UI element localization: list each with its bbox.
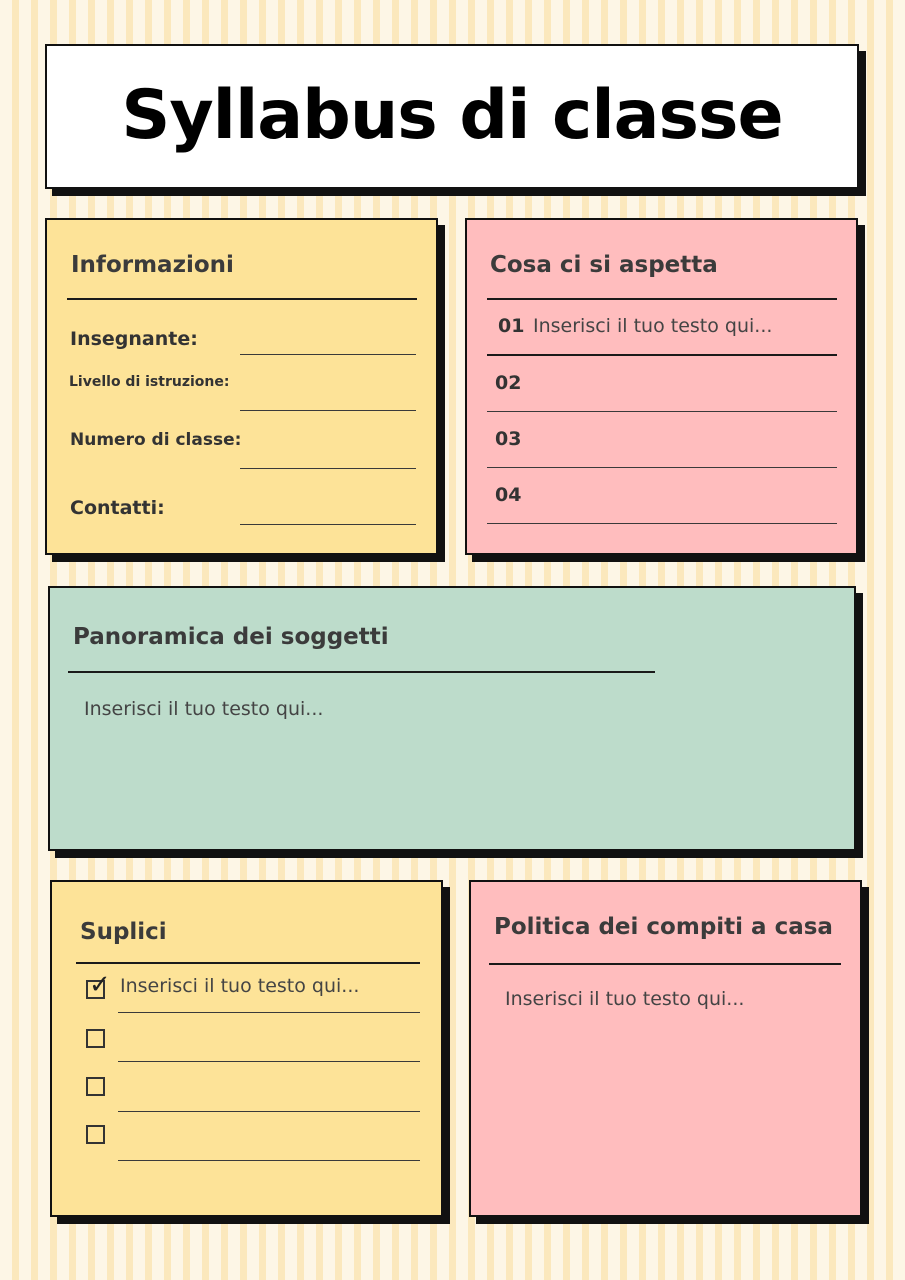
supply-line	[118, 1111, 420, 1112]
expectation-line	[487, 411, 837, 412]
supply-checkbox[interactable]	[86, 1125, 105, 1144]
informazioni-title-rule	[67, 298, 417, 300]
supply-line	[118, 1061, 420, 1062]
field-line-contatti[interactable]	[240, 524, 416, 525]
field-label-livello: Livello di istruzione:	[69, 374, 230, 390]
expectation-number: 02	[495, 372, 522, 394]
expectation-number: 03	[495, 428, 522, 450]
politica-text[interactable]: Inserisci il tuo testo qui...	[505, 988, 745, 1010]
aspettative-title: Cosa ci si aspetta	[490, 252, 718, 278]
expectation-number: 04	[495, 484, 522, 506]
politica-card	[469, 880, 862, 1217]
aspettative-title-rule	[487, 298, 837, 300]
field-line-numero[interactable]	[240, 468, 416, 469]
supply-line	[118, 1012, 420, 1013]
expectation-line	[487, 354, 837, 356]
informazioni-title: Informazioni	[71, 252, 234, 278]
supply-checkbox[interactable]	[86, 1029, 105, 1048]
checkmark-icon: ✓	[89, 970, 111, 1000]
panoramica-title-rule	[68, 671, 655, 673]
supply-checkbox[interactable]	[86, 1077, 105, 1096]
supply-checkbox[interactable]	[86, 970, 111, 1000]
expectation-line	[487, 467, 837, 468]
panoramica-title: Panoramica dei soggetti	[73, 624, 389, 650]
field-line-livello[interactable]	[240, 410, 416, 411]
panoramica-card	[48, 586, 856, 851]
politica-title: Politica dei compiti a casa	[494, 914, 833, 940]
expectation-number: 01	[498, 315, 525, 337]
field-label-numero: Numero di classe:	[70, 430, 242, 450]
field-label-insegnante: Insegnante:	[70, 328, 198, 350]
page-title: Syllabus di classe	[121, 76, 783, 155]
suplici-title-rule	[76, 962, 420, 964]
expectation-line	[487, 523, 837, 524]
title-card	[45, 44, 859, 189]
panoramica-text[interactable]: Inserisci il tuo testo qui...	[84, 698, 324, 720]
politica-title-rule	[489, 963, 841, 965]
field-line-insegnante[interactable]	[240, 354, 416, 355]
supply-line	[118, 1160, 420, 1161]
informazioni-card	[45, 218, 438, 555]
suplici-title: Suplici	[80, 919, 167, 945]
field-label-contatti: Contatti:	[70, 497, 165, 519]
suplici-card	[50, 880, 443, 1217]
aspettative-card	[465, 218, 858, 555]
supply-text[interactable]: Inserisci il tuo testo qui...	[120, 975, 360, 997]
expectation-text[interactable]: Inserisci il tuo testo qui...	[533, 315, 773, 337]
